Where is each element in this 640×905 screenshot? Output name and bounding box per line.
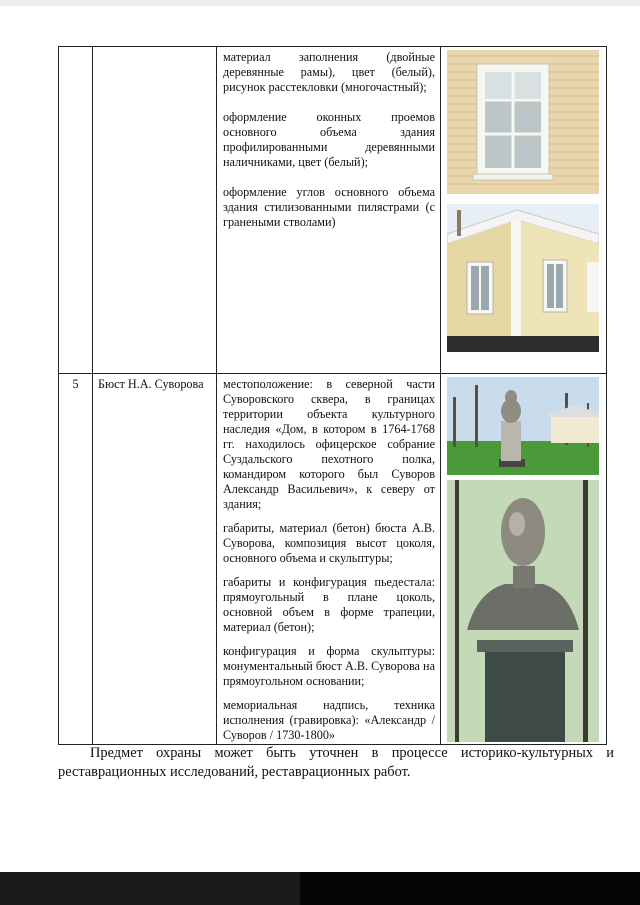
footer-text: Предмет охраны может быть уточнен в процессе историко-культурных и реставрационных исследований, реставрационных работ. [58, 745, 614, 780]
element-description [217, 374, 441, 745]
photo-cell [441, 374, 607, 745]
footer-paragraph [58, 744, 614, 782]
row-number [59, 47, 93, 374]
description-item: габариты, материал (бетон) бюста А.В. Суворова, композиция высот цоколя, основного объема и скульптуры; [223, 521, 435, 565]
element-name: Бюст Н.А. Суворова [93, 374, 217, 745]
description-item: материал заполнения (двойные деревянные рамы), цвет (белый), рисунок расстекловки (многочастный); [223, 50, 435, 94]
photo-window [447, 50, 599, 194]
photo-cell [441, 47, 607, 374]
photo-bust-closeup [447, 480, 599, 742]
table-row [59, 374, 607, 745]
photo-building-corner [447, 204, 599, 352]
description-item: мемориальная надпись, техника исполнения (гравировка): «Александр / Суворов / 1730-1800» [223, 698, 435, 742]
photo-monument-park [447, 377, 599, 475]
description-item: габариты и конфигурация пьедестала: прямоугольный в плане цоколь, основной объем в форме трапеции, материал (бетон); [223, 575, 435, 634]
table-row [59, 47, 607, 374]
protection-subject-table [58, 46, 607, 745]
row-number: 5 [59, 374, 93, 745]
description-item: конфигурация и форма скульптуры: монументальный бюст А.В. Суворова на прямоугольном основании; [223, 644, 435, 688]
element-name [93, 47, 217, 374]
description-item: местоположение: в северной части Суворовского сквера, в границах территории объекта культурного наследия «Дом, в котором в 1764-1768 гг. находилось офицерское собрание Суздальского пехотного полка, командиром которого был Суворов Александр Васильевич», к северу от здания; [223, 377, 435, 511]
scan-edge-top [0, 0, 640, 6]
description-item: оформление оконных проемов основного объема здания профилированными деревянными наличниками, цвет (белый); [223, 110, 435, 169]
description-item: оформление углов основного объема здания стилизованными пилястрами (с гранеными стволами) [223, 185, 435, 229]
scan-edge-bottom-left [0, 872, 300, 905]
scan-edge-bottom [0, 872, 640, 905]
element-description [217, 47, 441, 374]
